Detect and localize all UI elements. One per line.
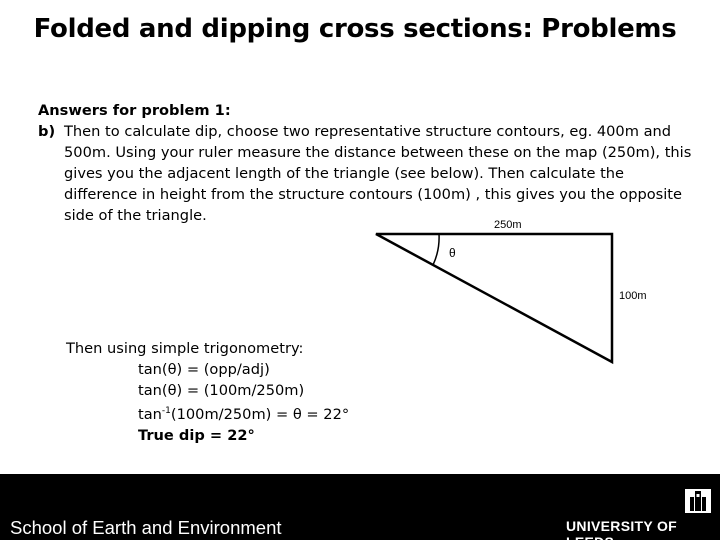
true-dip-result: True dip = 22° — [138, 426, 255, 444]
angle-arc — [433, 234, 439, 265]
trig-intro: Then using simple trigonometry: — [66, 340, 304, 357]
slide-title: Folded and dipping cross sections: Problems — [33, 14, 677, 44]
school-name: School of Earth and Environment — [10, 517, 282, 538]
trig-line-2: tan(θ) = (100m/250m) — [138, 382, 305, 399]
trig-line-3-sup: -1 — [161, 406, 171, 416]
trig-line-1: tan(θ) = (opp/adj) — [138, 361, 270, 378]
answer-block — [38, 100, 698, 226]
university-logo-icon — [684, 488, 712, 514]
answer-heading: Answers for problem 1: — [38, 102, 231, 119]
trig-line-3-pre: tan — [138, 405, 162, 423]
part-label: b) — [38, 123, 56, 140]
triangle-shape — [376, 234, 612, 362]
opposite-label: 100m — [619, 290, 647, 302]
university-name: UNIVERSITY OF LEEDS — [566, 518, 677, 550]
trig-line-3 — [66, 401, 349, 425]
trig-line-3-post: (100m/250m) = θ = 22° — [170, 405, 350, 423]
part-text: Then to calculate dip, choose two representative structure contours, eg. 400m and 500m. Using your ruler measure the distance between these on the map (250m), this gives you the adjacent length of the triangle (see below). Then calculate the difference in height from the structure contours (100m) , this gives you the opposite side of the triangle. — [64, 123, 692, 224]
angle-label: θ — [449, 246, 456, 260]
footer-bar — [0, 474, 720, 550]
triangle-diagram — [360, 214, 660, 374]
trig-block — [66, 338, 349, 446]
answer-paragraph — [38, 121, 698, 226]
adjacent-label: 250m — [494, 219, 522, 231]
